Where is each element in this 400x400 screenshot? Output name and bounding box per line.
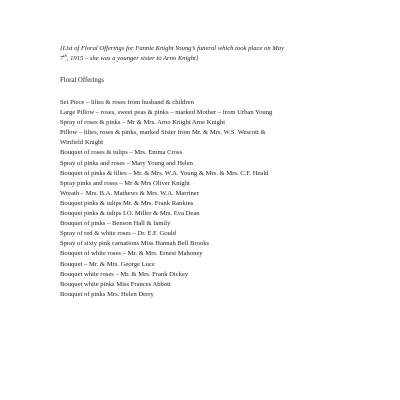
intro-line-2: , 1915 – she was a younger sister to Arno Knight] bbox=[66, 55, 199, 62]
offering-item: Bouquet of pinks Mrs. Helen Derry bbox=[60, 290, 154, 298]
offering-item: Spray of red & white roses – Dr. E.F. Gould bbox=[60, 230, 176, 238]
offering-item: Bouquet of roses & tulips – Mrs. Emma Cross bbox=[60, 149, 183, 157]
intro-date-suffix: th bbox=[63, 52, 67, 58]
offering-item: Winfield Knight bbox=[60, 139, 104, 147]
offering-item: Spray of pinks and roses – Mary Young and Helen bbox=[60, 159, 193, 167]
offering-item: Bouquet pinks & tulips Mr. & Mrs. Frank Rankins bbox=[60, 199, 194, 207]
offering-item: Bouquet pinks & tulips I.O. Miller & Mrs. Eva Dean bbox=[60, 210, 200, 218]
offering-item: Bouquet white roses – Mr. & Mrs. Frank Dickey bbox=[60, 270, 189, 278]
offering-item: Spray of roses & pinks – Mr & Mrs. Arno Knight Arne Knight bbox=[60, 119, 226, 127]
offering-item: Pillow – lilies, roses & pinks, marked Sister from Mr. & Mrs. W.S. Wescott & bbox=[60, 129, 266, 137]
offering-item: Bouquet – Mr. & Mrs. George Luce bbox=[60, 260, 155, 268]
offering-item: Large Pillow – roses, sweet peas & pinks – marked Mother – from Urban Young bbox=[60, 109, 273, 117]
offering-item: Bouquet of pinks – Benson Hall & family bbox=[60, 220, 171, 228]
offering-item: Spray of sixty pink carnations Miss Hannah Bell Brooks bbox=[60, 240, 210, 248]
document-page bbox=[60, 44, 360, 300]
offering-item: Bouquet of white roses – Mr. & Mrs. Ernest Mahoney bbox=[60, 250, 203, 258]
offering-item: Spray pinks and roses – Mr & Mrs Oliver Knight bbox=[60, 179, 190, 187]
intro-date-day: 7 bbox=[60, 55, 64, 62]
offering-item: Wreath – Mrs. B.A. Mathews & Mrs. W.A. Marriner bbox=[60, 189, 199, 197]
offering-item: Bouquet white pinks Miss Frances Abbott bbox=[60, 280, 171, 288]
intro-line-1: [List of Floral Offerings for Fannie Knight Young’s funeral which took place on May bbox=[60, 45, 285, 52]
intro-note bbox=[60, 44, 360, 64]
offering-item: Set Piece – lilies & roses from husband & children bbox=[60, 99, 194, 106]
offering-item: Bouquet of pinks & lilies – Mr. & Mrs. W.A. Young & Mrs. & Mrs. C.F. Heald bbox=[60, 169, 269, 177]
offerings-list bbox=[60, 98, 360, 300]
section-heading: Floral Offerings bbox=[60, 77, 104, 84]
